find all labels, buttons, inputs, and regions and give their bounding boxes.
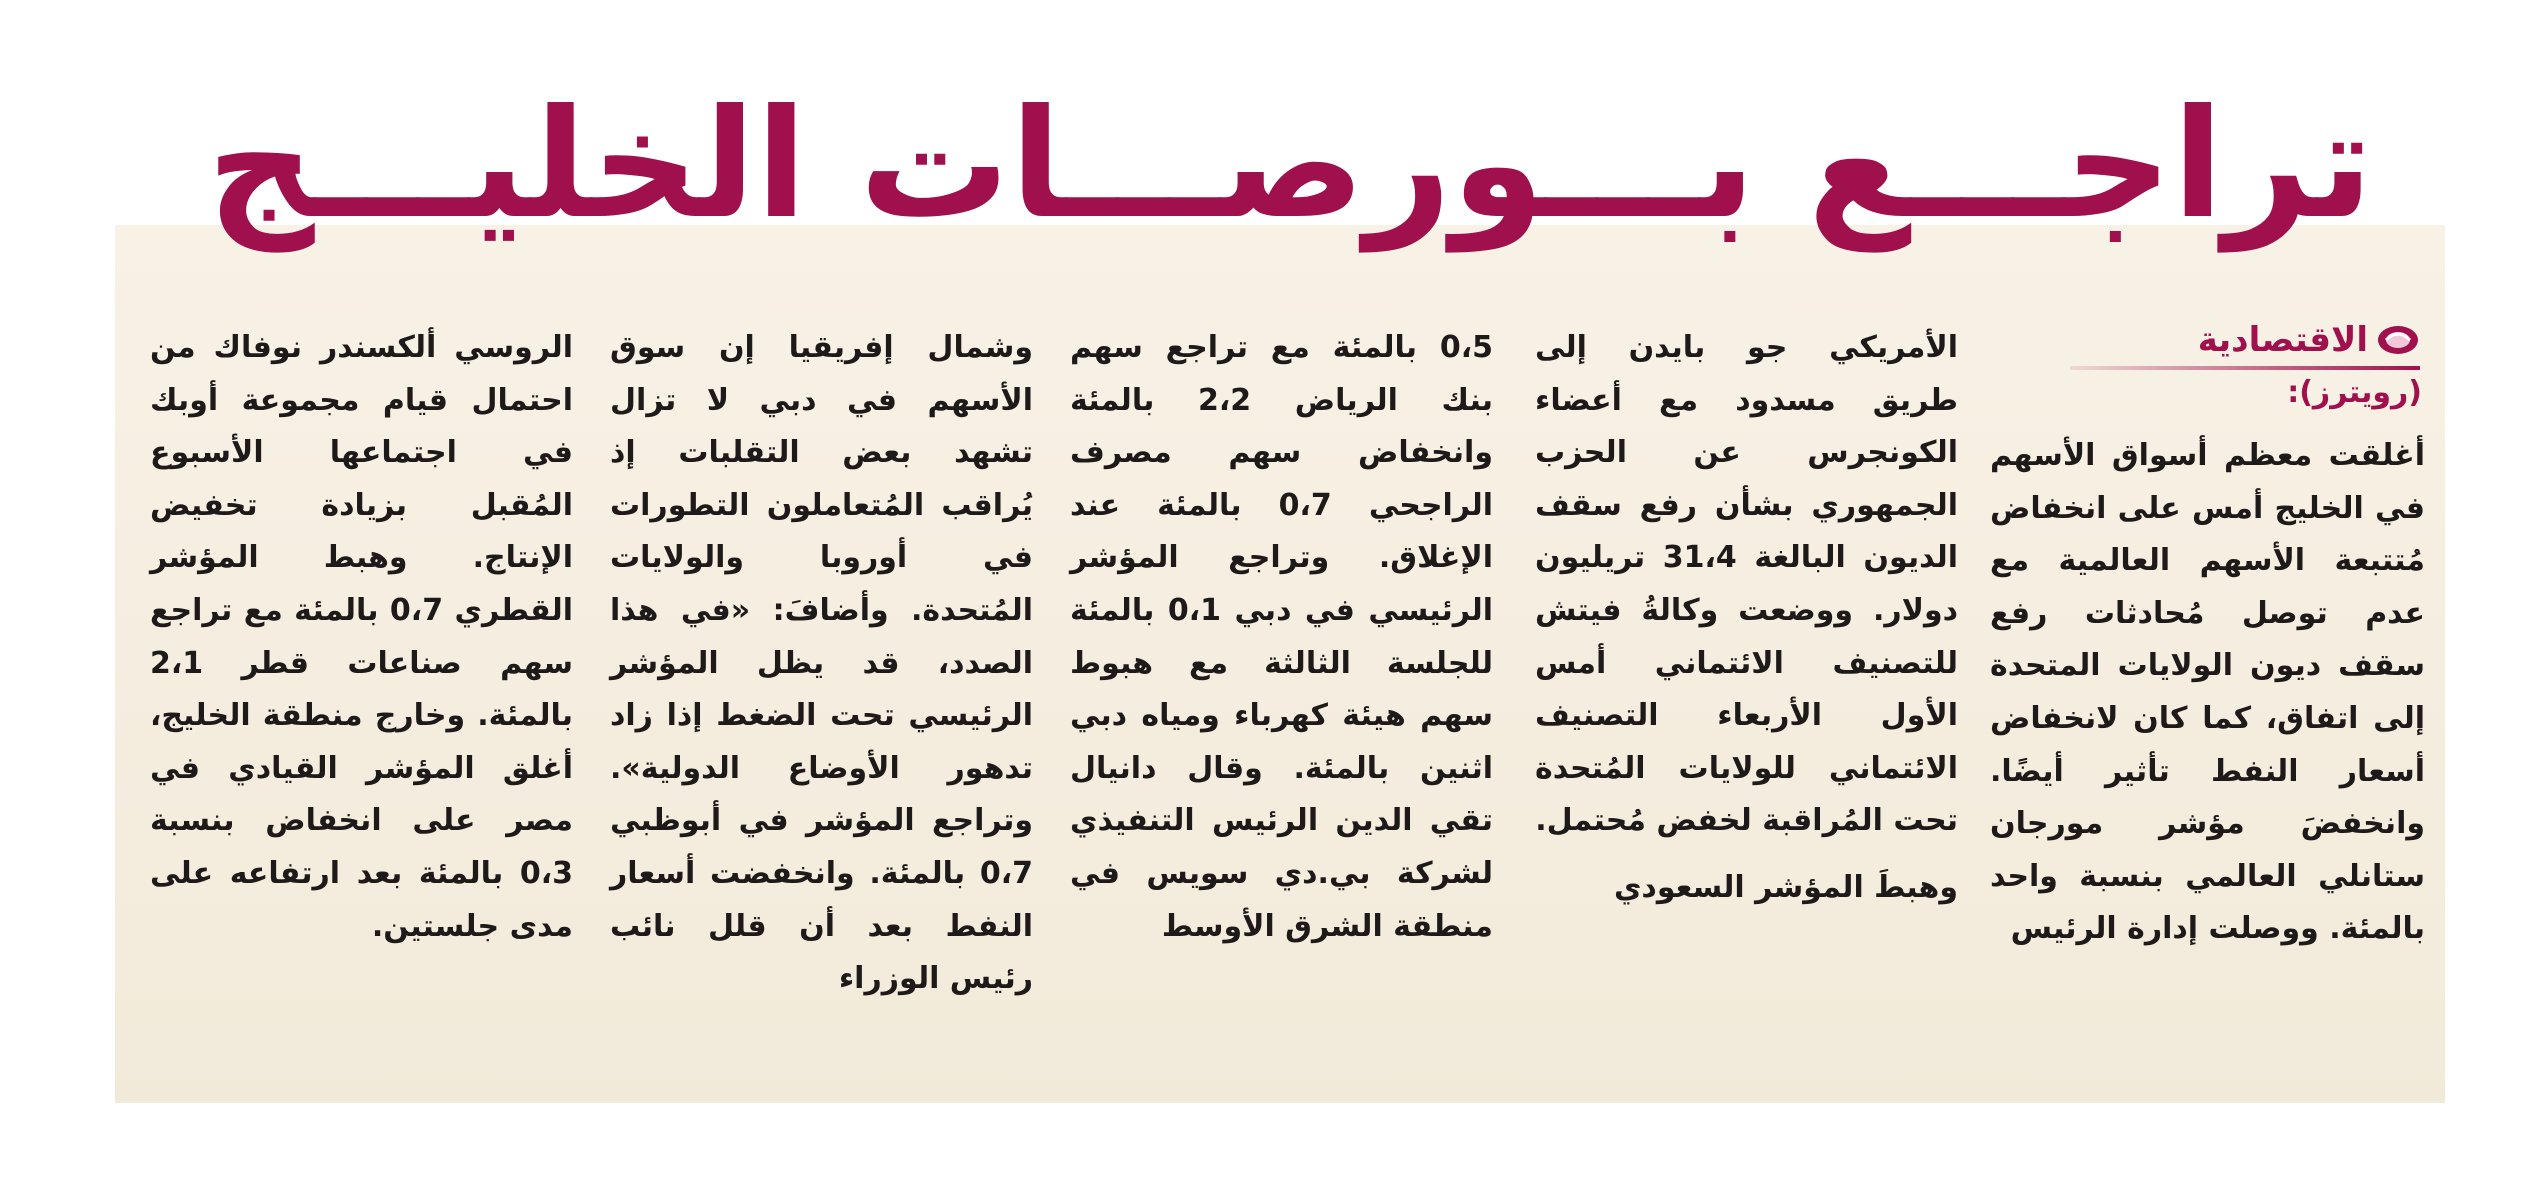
column-paragraph: وشمال إفريقيا إن سوق الأسهم في دبي لا تزال تشهد بعض التقلبات إذ يُراقب المُتعاملون التطورات في أوروبا والولايات المُتحدة. وأضافَ: «في هذا الصدد، قد يظل المؤشر الرئيسي تحت الضغط إذا زاد تدهور الأوضاع الدولية». وتراجع المؤشر في أبوظبي 0،7 بالمئة. وانخفضت أسعار النفط بعد أن قلل نائب رئيس الوزراء — [610, 330, 1033, 997]
news-source: (رويترز): — [2287, 375, 2422, 410]
article-column-1 — [1990, 430, 2425, 956]
column-paragraph: الأمريكي جو بايدن إلى طريق مسدود مع أعضاء الكونجرس عن الحزب الجمهوري بشأن رفع سقف الديون البالغة 31،4 تريليون دولار. ووضعت وكالةُ فيتش للتصنيف الائتماني أمس الأول الأربعاء التصنيف الائتماني للولايات المُتحدة تحت المُراقبة لخفض مُحتمل. — [1535, 330, 1958, 839]
newspaper-logo-icon — [2376, 322, 2420, 358]
column-paragraph: وهبطَ المؤشر السعودي — [1613, 869, 1958, 905]
column-paragraph: أغلقت معظم أسواق الأسهم في الخليج أمس على انخفاض مُتتبعة الأسهم العالمية مع عدم توصل مُحادثات رفع سقف ديون الولايات المتحدة إلى اتفاق، كما كان لانخفاض أسعار النفط تأثير أيضًا. وانخفضَ مؤشر مورجان ستانلي العالمي بنسبة واحد بالمئة. ووصلت إدارة الرئيس — [1990, 438, 2425, 947]
newspaper-brand — [2060, 318, 2420, 362]
column-paragraph: الروسي ألكسندر نوفاك من احتمال قيام مجموعة أوبك في اجتماعها الأسبوع المُقبل بزيادة تخفيض الإنتاج. وهبط المؤشر القطري 0،7 بالمئة مع تراجع سهم صناعات قطر 2،1 بالمئة. وخارج منطقة الخليج، أغلق المؤشر القيادي في مصر على انخفاض بنسبة 0،3 بالمئة بعد ارتفاعه على مدى جلستين. — [150, 330, 573, 944]
brand-underline — [2070, 366, 2420, 370]
article-headline: تراجـــع بـــورصـــات الخليـــج — [206, 78, 2374, 252]
article-column-5 — [150, 322, 573, 953]
article-column-3 — [1070, 322, 1493, 953]
article-column-2 — [1535, 322, 1958, 915]
brand-name: الاقتصادية — [2197, 320, 2368, 360]
column-paragraph: 0،5 بالمئة مع تراجع سهم بنك الرياض 2،2 بالمئة وانخفاض سهم مصرف الراجحي 0،7 بالمئة عند الإغلاق. وتراجع المؤشر الرئيسي في دبي 0،1 بالمئة للجلسة الثالثة مع هبوط سهم هيئة كهرباء ومياه دبي اثنين بالمئة. وقال دانيال تقي الدين الرئيس التنفيذي لشركة بي.دي سويس في منطقة الشرق الأوسط — [1070, 330, 1493, 944]
article-column-4 — [610, 322, 1033, 1006]
